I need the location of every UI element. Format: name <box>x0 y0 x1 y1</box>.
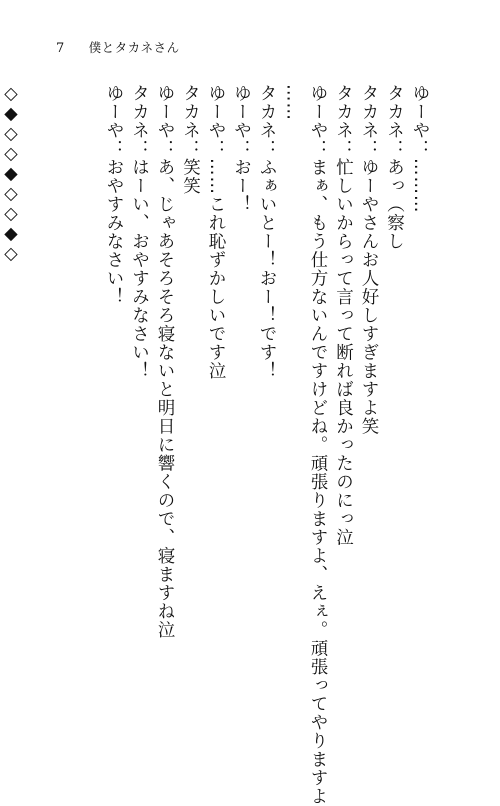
dialogue-line: ゆーや：おやすみなさい！ <box>104 84 124 306</box>
page-number: 7 <box>56 41 65 56</box>
divider-ornament: ◇◆◇ <box>1 84 21 144</box>
dialogue-line: ゆーや：……… <box>410 84 430 214</box>
dialogue-line: タカネ：あっ（察し <box>384 84 405 251</box>
section-divider <box>0 84 75 644</box>
dialogue-line: ゆーや：まぁ、もう仕方ないんですけどね。頑張りますよ、えぇ。頑張ってやりますよ <box>308 84 328 806</box>
blank-line <box>75 84 101 644</box>
dialogue-line: タカネ：ふぁいとー！おー！です！ <box>257 84 277 380</box>
dialogue-line: タカネ：忙しいからって言って断れば良かったのにっ泣 <box>333 84 354 547</box>
running-header <box>56 38 180 56</box>
dialogue-line: タカネ：笑笑 <box>180 84 201 195</box>
book-title: 僕とタカネさん <box>88 40 180 55</box>
vertical-text-body <box>1 84 432 806</box>
dialogue-line: ゆーや：おー！ <box>231 84 252 214</box>
dialogue-line: タカネ：ゆーやさんお人好しすぎますよ笑 <box>359 84 379 436</box>
divider-ornament: ◇◆◇ <box>1 144 21 204</box>
divider-ornament: ◇◆◇ <box>1 204 21 264</box>
dialogue-line: タカネ：はーい、おやすみなさい！ <box>129 84 150 380</box>
dialogue-line: ゆーや：あ、じゃあそろそろ寝ないと明日に響くので、寝ますね泣 <box>155 84 175 639</box>
ellipsis-line: …… <box>282 84 303 121</box>
dialogue-line: ゆーや：……これ恥ずかしいです泣 <box>206 84 226 380</box>
